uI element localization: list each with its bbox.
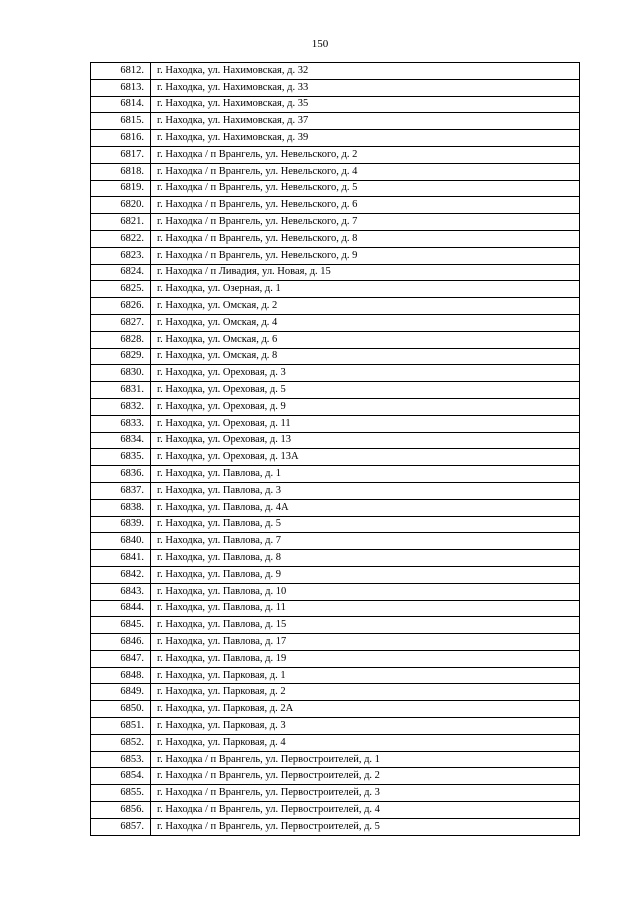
row-address: г. Находка / п Врангель, ул. Невельского, д. 6 (151, 197, 580, 214)
row-address: г. Находка, ул. Омская, д. 4 (151, 314, 580, 331)
table-row (91, 382, 580, 399)
table-row (91, 247, 580, 264)
row-number: 6831. (91, 382, 151, 399)
row-number: 6849. (91, 684, 151, 701)
row-address: г. Находка, ул. Омская, д. 2 (151, 298, 580, 315)
row-address: г. Находка, ул. Омская, д. 8 (151, 348, 580, 365)
table-row (91, 63, 580, 80)
row-number: 6812. (91, 63, 151, 80)
row-number: 6830. (91, 365, 151, 382)
row-number: 6847. (91, 650, 151, 667)
row-number: 6827. (91, 314, 151, 331)
row-number: 6816. (91, 130, 151, 147)
row-number: 6841. (91, 550, 151, 567)
table-row (91, 667, 580, 684)
row-address: г. Находка, ул. Павлова, д. 7 (151, 533, 580, 550)
row-address: г. Находка, ул. Павлова, д. 19 (151, 650, 580, 667)
row-address: г. Находка, ул. Павлова, д. 1 (151, 466, 580, 483)
row-address: г. Находка, ул. Озерная, д. 1 (151, 281, 580, 298)
table-row (91, 718, 580, 735)
row-number: 6857. (91, 818, 151, 835)
row-address: г. Находка / п Врангель, ул. Первостроителей, д. 2 (151, 768, 580, 785)
table-row (91, 701, 580, 718)
row-address: г. Находка, ул. Нахимовская, д. 37 (151, 113, 580, 130)
row-address: г. Находка / п Врангель, ул. Невельского, д. 7 (151, 214, 580, 231)
row-number: 6828. (91, 331, 151, 348)
row-address: г. Находка, ул. Ореховая, д. 3 (151, 365, 580, 382)
table-row (91, 785, 580, 802)
row-number: 6818. (91, 163, 151, 180)
row-number: 6854. (91, 768, 151, 785)
table-row (91, 298, 580, 315)
table-row (91, 499, 580, 516)
row-address: г. Находка, ул. Нахимовская, д. 39 (151, 130, 580, 147)
row-number: 6814. (91, 96, 151, 113)
table-row (91, 449, 580, 466)
table-row (91, 415, 580, 432)
row-number: 6825. (91, 281, 151, 298)
row-number: 6843. (91, 583, 151, 600)
row-number: 6822. (91, 230, 151, 247)
table-row (91, 533, 580, 550)
table-row (91, 550, 580, 567)
row-number: 6815. (91, 113, 151, 130)
table-row (91, 197, 580, 214)
row-address: г. Находка / п Врангель, ул. Первостроителей, д. 5 (151, 818, 580, 835)
table-row (91, 600, 580, 617)
table-row (91, 617, 580, 634)
row-address: г. Находка / п Врангель, ул. Первостроителей, д. 1 (151, 751, 580, 768)
row-address: г. Находка, ул. Павлова, д. 10 (151, 583, 580, 600)
table-row (91, 130, 580, 147)
row-number: 6844. (91, 600, 151, 617)
row-number: 6826. (91, 298, 151, 315)
row-number: 6840. (91, 533, 151, 550)
table-row (91, 146, 580, 163)
row-number: 6850. (91, 701, 151, 718)
row-address: г. Находка, ул. Ореховая, д. 9 (151, 398, 580, 415)
table-row (91, 734, 580, 751)
row-address: г. Находка, ул. Павлова, д. 4А (151, 499, 580, 516)
row-address: г. Находка, ул. Ореховая, д. 13А (151, 449, 580, 466)
table-row (91, 96, 580, 113)
row-address: г. Находка, ул. Павлова, д. 5 (151, 516, 580, 533)
table-row (91, 684, 580, 701)
row-address: г. Находка / п Врангель, ул. Невельского, д. 9 (151, 247, 580, 264)
row-address: г. Находка, ул. Павлова, д. 8 (151, 550, 580, 567)
table-row (91, 398, 580, 415)
row-address: г. Находка / п Врангель, ул. Невельского, д. 2 (151, 146, 580, 163)
row-address: г. Находка / п Врангель, ул. Невельского, д. 4 (151, 163, 580, 180)
table-row (91, 113, 580, 130)
address-table-body (91, 63, 580, 836)
row-number: 6821. (91, 214, 151, 231)
row-address: г. Находка, ул. Парковая, д. 4 (151, 734, 580, 751)
row-number: 6848. (91, 667, 151, 684)
address-table (90, 62, 580, 836)
row-number: 6813. (91, 79, 151, 96)
row-address: г. Находка / п Врангель, ул. Невельского, д. 5 (151, 180, 580, 197)
row-address: г. Находка, ул. Омская, д. 6 (151, 331, 580, 348)
table-row (91, 768, 580, 785)
table-row (91, 751, 580, 768)
table-row (91, 482, 580, 499)
row-number: 6838. (91, 499, 151, 516)
row-number: 6824. (91, 264, 151, 281)
table-row (91, 281, 580, 298)
row-address: г. Находка, ул. Павлова, д. 11 (151, 600, 580, 617)
row-address: г. Находка, ул. Парковая, д. 1 (151, 667, 580, 684)
row-number: 6836. (91, 466, 151, 483)
table-row (91, 264, 580, 281)
table-row (91, 634, 580, 651)
table-row (91, 331, 580, 348)
table-row (91, 432, 580, 449)
row-number: 6855. (91, 785, 151, 802)
row-number: 6819. (91, 180, 151, 197)
table-row (91, 214, 580, 231)
row-address: г. Находка, ул. Павлова, д. 3 (151, 482, 580, 499)
page-number: 150 (311, 38, 329, 50)
row-number: 6835. (91, 449, 151, 466)
table-row (91, 818, 580, 835)
row-address: г. Находка / п Ливадия, ул. Новая, д. 15 (151, 264, 580, 281)
row-number: 6829. (91, 348, 151, 365)
row-address: г. Находка, ул. Павлова, д. 9 (151, 566, 580, 583)
row-number: 6856. (91, 802, 151, 819)
table-row (91, 163, 580, 180)
row-number: 6851. (91, 718, 151, 735)
row-number: 6837. (91, 482, 151, 499)
row-number: 6832. (91, 398, 151, 415)
table-row (91, 180, 580, 197)
row-address: г. Находка, ул. Ореховая, д. 13 (151, 432, 580, 449)
row-address: г. Находка, ул. Нахимовская, д. 35 (151, 96, 580, 113)
table-row (91, 802, 580, 819)
row-number: 6823. (91, 247, 151, 264)
row-number: 6833. (91, 415, 151, 432)
row-address: г. Находка / п Врангель, ул. Первостроителей, д. 4 (151, 802, 580, 819)
table-row (91, 566, 580, 583)
row-address: г. Находка, ул. Нахимовская, д. 32 (151, 63, 580, 80)
row-number: 6817. (91, 146, 151, 163)
table-row (91, 79, 580, 96)
row-address: г. Находка, ул. Павлова, д. 17 (151, 634, 580, 651)
row-number: 6842. (91, 566, 151, 583)
row-address: г. Находка, ул. Парковая, д. 2 (151, 684, 580, 701)
row-address: г. Находка, ул. Павлова, д. 15 (151, 617, 580, 634)
row-address: г. Находка, ул. Парковая, д. 2А (151, 701, 580, 718)
table-row (91, 348, 580, 365)
row-address: г. Находка / п Врангель, ул. Первостроителей, д. 3 (151, 785, 580, 802)
table-row (91, 365, 580, 382)
row-address: г. Находка / п Врангель, ул. Невельского, д. 8 (151, 230, 580, 247)
row-number: 6853. (91, 751, 151, 768)
row-address: г. Находка, ул. Нахимовская, д. 33 (151, 79, 580, 96)
row-number: 6846. (91, 634, 151, 651)
table-row (91, 516, 580, 533)
table-row (91, 466, 580, 483)
row-address: г. Находка, ул. Парковая, д. 3 (151, 718, 580, 735)
row-number: 6845. (91, 617, 151, 634)
row-number: 6839. (91, 516, 151, 533)
row-number: 6852. (91, 734, 151, 751)
row-address: г. Находка, ул. Ореховая, д. 5 (151, 382, 580, 399)
table-row (91, 230, 580, 247)
row-number: 6834. (91, 432, 151, 449)
table-row (91, 314, 580, 331)
row-number: 6820. (91, 197, 151, 214)
table-row (91, 650, 580, 667)
row-address: г. Находка, ул. Ореховая, д. 11 (151, 415, 580, 432)
table-row (91, 583, 580, 600)
